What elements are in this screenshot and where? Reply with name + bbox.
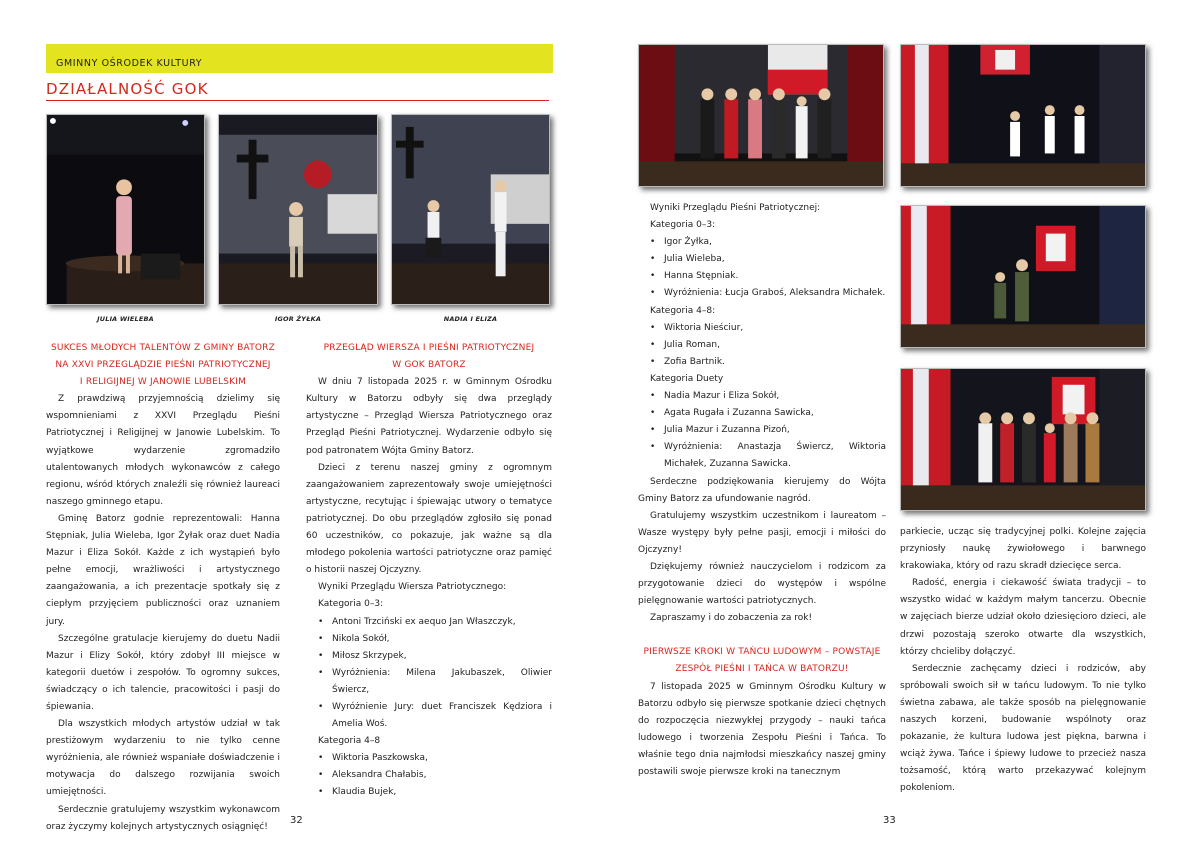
caption-nadia-eliza: NADIA I ELIZA <box>443 315 498 323</box>
paragraph: Gminę Batorz godnie reprezentowali: Hanna Stępniak, Julia Wieleba, Igor Żyłak oraz duet Nadia Mazur i Eliza Sokół. Każde z ich wystąpień było pełne emocji, wrażliwości i artystycznego zaangażowania, a ich prezentacje spotkały się z ciepłym przyjęciem publiczności oraz uznaniem jury. <box>46 513 280 627</box>
article-heading: PIERWSZE KROKI W TAŃCU LUDOWYM – POWSTAJE ZESPÓŁ PIEŚNI I TAŃCA W BATORZU! <box>643 647 881 675</box>
article-column-janow <box>46 340 280 836</box>
list-item: • Agata Rugała i Zuzanna Sawicka, <box>638 405 886 422</box>
left-page <box>0 0 595 842</box>
article-column-song-results <box>638 200 886 781</box>
results-title: Wyniki Przeglądu Pieśni Patriotycznej: <box>650 203 821 213</box>
list-item: • Zofia Bartnik. <box>638 354 886 371</box>
article-column-gok-review <box>306 340 552 802</box>
photo-group-folk <box>900 368 1146 511</box>
photo-group-award <box>638 44 884 187</box>
photo-nadia-eliza <box>391 114 550 305</box>
list-item: • Aleksandra Chałabis, <box>306 767 552 784</box>
category-title: Kategoria 4–8: <box>650 305 716 316</box>
list-item: • Julia Roman, <box>638 337 886 354</box>
photo-julia-wieleba <box>46 114 205 305</box>
caption-igor-zylka: IGOR ŻYŁKA <box>274 315 322 323</box>
paragraph: W dniu 7 listopada 2025 r. w Gminnym Ośrodku Kultury w Batorzu odbyły się dwa przeglądy artystyczne – Przegląd Wiersza Patriotycznego oraz Przegląd Pieśni Patriotycznej. Wydarzenie odbyło się pod patronatem Wójta Gminy Batorz. <box>306 377 552 456</box>
caption-julia-wieleba: JULIA WIELEBA <box>97 315 154 323</box>
list-item: • Wiktoria Nieściur, <box>638 320 886 337</box>
section-header-band <box>46 44 553 73</box>
paragraph: Radość, energia i ciekawość świata tradycji – to wszystko widać w każdym małym tancerzu. Obecnie w zajęciach bierze udział około dziesięcioro dzieci, ale drzwi pozostają szeroko otwarte dla wszystkich, którzy chcieliby dołączyć. <box>900 578 1146 657</box>
list-item: • Julia Mazur i Zuzanna Pizoń, <box>638 422 886 439</box>
section-label: GMINNY OŚRODEK KULTURY <box>56 58 203 69</box>
list-item: • Miłosz Skrzypek, <box>306 648 552 665</box>
paragraph: Serdecznie gratulujemy wszystkim wykonawcom oraz życzymy kolejnych artystycznych osiągnięć! <box>46 804 280 832</box>
paragraph: Dla wszystkich młodych artystów udział w tak prestiżowym wydarzeniu to nie tylko cenne wyróżnienia, ale również wspaniałe doświadczenie i motywacja do dalszego rozwijania swoich umiejętności. <box>46 719 280 798</box>
category-title: Kategoria Duety <box>650 373 724 384</box>
article-heading: SUKCES MŁODYCH TALENTÓW Z GMINY BATORZ NA XXVI PRZEGLĄDZIE PIEŚNI PATRIOTYCZNEJ I RELIGIJNEJ W JANOWIE LUBELSKIM <box>51 343 275 388</box>
list-item: • Antoni Trzciński ex aequo Jan Właszczyk, <box>306 614 552 631</box>
results-title: Wyniki Przeglądu Wiersza Patriotycznego: <box>318 582 507 593</box>
paragraph: Zapraszamy i do zobaczenia za rok! <box>650 613 813 624</box>
photo-boys-military <box>900 205 1146 348</box>
category-title: Kategoria 0–3: <box>318 599 384 610</box>
results-list <box>306 750 552 801</box>
title-divider <box>46 100 549 101</box>
category-title: Kategoria 4–8 <box>318 736 381 747</box>
photo-igor-zylka <box>218 114 378 305</box>
paragraph: Serdecznie zachęcamy dzieci i rodziców, aby spróbowali swoich sił w tańcu ludowym. To nie tylko świetna zabawa, ale także sposób na pielęgnowanie naszych korzeni, budowanie wspólnoty oraz pokazanie, że kultura ludowa jest piękna, barwna i wciąż żywa. Tańce i śpiewy ludowe to przecież nasza tożsamość, którą warto przekazywać kolejnym pokoleniom. <box>900 663 1146 794</box>
page-number-left: 32 <box>290 815 303 826</box>
results-list <box>306 614 552 734</box>
page-title: DZIAŁALNOŚĆ GOK <box>46 80 209 98</box>
list-item: • Igor Żyłka, <box>638 234 886 251</box>
paragraph: 7 listopada 2025 w Gminnym Ośrodku Kultury w Batorzu odbyło się pierwsze spotkanie dzieci chętnych do rozpoczęcia niezwykłej przygody – nauki tańca ludowego i tworzenia Zespołu Pieśni i Tańca. To właśnie tego dnia najmłodsi mieszkańcy naszej gminy postawili swoje pierwsze kroki na tanecznym <box>638 681 886 777</box>
list-item: • Nadia Mazur i Eliza Sokół, <box>638 388 886 405</box>
list-item: • Wyróżnienia: Łucja Graboś, Aleksandra Michałek. <box>638 285 886 302</box>
paragraph: Dziękujemy również nauczycielom i rodzicom za przygotowanie dzieci do występów i wspólne pielęgnowanie wartości patriotycznych. <box>638 561 886 607</box>
results-list <box>638 320 886 371</box>
paragraph: Z prawdziwą przyjemnością dzielimy się wspomnieniami z XXVI Przeglądu Pieśni Patriotycznej i Religijnej w Janowie Lubelskim. To wyjątkowe wydarzenie zgromadziło utalentowanych młodych wykonawców z całego regionu, wśród których znaleźli się również laureaci naszego gminnego etapu. <box>46 394 280 507</box>
paragraph: Szczególne gratulacje kierujemy do duetu Nadii Mazur i Elizy Sokół, który zdobył III miejsce w kategorii duetów i zespołów. To ogromny sukces, świadczący o ich talencie, pracowitości i pasji do śpiewania. <box>46 633 280 712</box>
list-item: • Klaudia Bujek, <box>306 784 552 801</box>
paragraph: Serdeczne podziękowania kierujemy do Wójta Gminy Batorz za ufundowanie nagród. <box>638 476 886 504</box>
results-list <box>638 234 886 302</box>
paragraph: parkiecie, ucząc się tradycyjnej polki. Kolejne zajęcia przyniosły naukę żywiołowego i barwnego krakowiaka, który od razu skradł dziecięce serca. <box>900 527 1146 572</box>
list-item: • Hanna Stępniak. <box>638 268 886 285</box>
page-number-right: 33 <box>883 815 896 826</box>
results-list <box>638 388 886 473</box>
article-column-folk-dance <box>900 524 1146 798</box>
list-item: • Wyróżnienie Jury: duet Franciszek Kędziora i Amelia Woś. <box>306 699 552 733</box>
list-item: • Wiktoria Paszkowska, <box>306 750 552 767</box>
photo-trio-singers <box>900 44 1146 187</box>
paragraph: Gratulujemy wszystkim uczestnikom i laureatom – Wasze występy były pełne pasji, emocji i miłości do Ojczyzny! <box>638 510 886 555</box>
article-heading: PRZEGLĄD WIERSZA I PIEŚNI PATRIOTYCZNEJ W GOK BATORZ <box>323 343 535 371</box>
right-page <box>596 0 1191 842</box>
list-item: • Wyróżnienia: Milena Jakubaszek, Oliwier Świercz, <box>306 665 552 699</box>
list-item: • Julia Wieleba, <box>638 251 886 268</box>
paragraph: Dzieci z terenu naszej gminy z ogromnym zaangażowaniem zaprezentowały swoje umiejętności artystyczne, recytując i śpiewając utwory o tematyce patriotycznej. Do obu przeglądów zgłosiło się ponad 60 uczestników, co pokazuje, jak ważne są dla młodego pokolenia wartości patriotyczne oraz pamięć o historii naszej Ojczyzny. <box>306 462 552 576</box>
list-item: • Nikola Sokół, <box>306 631 552 648</box>
list-item: • Wyróżnienia: Anastazja Świercz, Wiktoria Michałek, Zuzanna Sawicka. <box>638 439 886 473</box>
category-title: Kategoria 0–3: <box>650 220 716 231</box>
